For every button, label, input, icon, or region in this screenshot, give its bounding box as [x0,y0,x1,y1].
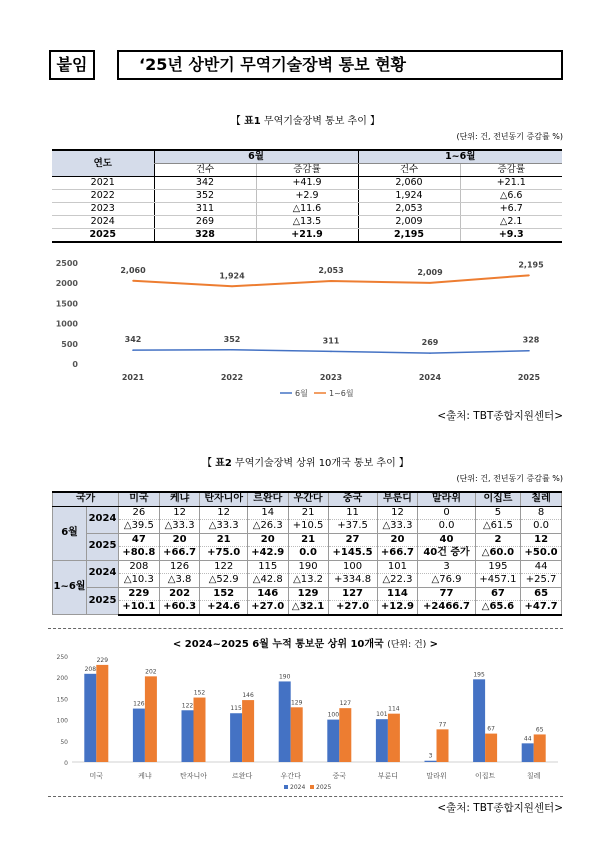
bar-2025 [96,665,108,762]
h1-rate-cell: △6.6 [460,190,562,203]
data-label: 328 [522,335,540,345]
data-label: 152 [193,689,206,697]
rate-cell: △76.9 [418,574,475,588]
table1-caption-open: 【 [230,116,245,127]
bar-2024 [84,674,96,762]
count-cell: 11 [328,506,377,520]
y-tick-label: 1500 [55,299,78,309]
june-count-cell: 328 [154,229,256,243]
count-cell: 3 [418,560,475,574]
y-tick-label: 0 [72,360,78,369]
h1-count-cell: 2,053 [358,203,460,216]
data-point [528,275,530,277]
table2-caption-label: 표2 [215,458,232,469]
year-cell: 2025 [52,229,154,243]
table-row [52,216,562,229]
count-cell: 21 [288,506,328,520]
table1-unit: (단위: 건, 전년동기 증감률 %) [456,132,563,141]
year-label: 2025 [87,587,119,615]
bar-2025 [242,700,254,762]
count-cell: 12 [521,533,562,547]
bar-2024 [327,720,339,762]
rate-cell: 0.0 [418,520,475,534]
june-count-cell: 342 [154,177,256,190]
count-cell: 40 [418,533,475,547]
june-group-label: 6월 [53,506,87,560]
data-label: 2,009 [417,267,443,277]
col-year-header: 연도 [52,150,154,177]
data-label: 122 [181,702,194,710]
data-point [429,352,431,354]
data-label: 129 [290,699,303,707]
rate-cell: +47.7 [521,601,562,615]
rate-cell: +12.9 [377,601,418,615]
h1-group-header: 1~6월 [358,150,562,164]
rate-cell: +66.7 [377,547,418,561]
country-header: 미국 [119,492,160,506]
count-cell: 21 [200,533,247,547]
data-label: 67 [487,725,495,733]
rate-cell: △52.9 [200,574,247,588]
count-cell: 202 [159,587,200,601]
rate-cell: △39.5 [119,520,160,534]
table2-caption-open: 【 [202,458,216,469]
table-header-row [53,492,562,506]
data-label: 65 [535,726,544,734]
chart2-title-unit: (단위: 건) [387,640,427,650]
data-label: 2,195 [518,260,544,270]
june-rate-cell: +2.9 [256,190,358,203]
h1-rate-cell: +21.1 [460,177,562,190]
table2-unit: (단위: 건, 전년동기 증감률 %) [456,474,563,483]
chart2-source: <출처: TBT종합지원센터> [437,802,563,814]
count-cell: 77 [418,587,475,601]
count-cell: 0 [418,506,475,520]
data-point [231,349,233,351]
year-label: 2024 [87,506,119,533]
june-rate-cell: +41.9 [256,177,358,190]
count-cell: 67 [475,587,520,601]
data-label: 352 [223,334,241,344]
bar-2024 [279,681,291,762]
rate-cell: +50.0 [521,547,562,561]
year-cell: 2024 [52,216,154,229]
year-cell: 2021 [52,177,154,190]
table2-caption [0,454,611,469]
rate-cell: △60.0 [475,547,520,561]
data-label: 2,060 [120,265,146,275]
count-cell: 229 [119,587,160,601]
count-cell: 20 [159,533,200,547]
count-cell: 152 [200,587,247,601]
h1-group-label: 1~6월 [53,560,87,615]
data-label: 44 [523,735,532,743]
rate-cell: +10.5 [288,520,328,534]
h1-count-cell: 2,195 [358,229,460,243]
country-header: 칠레 [521,492,562,506]
legend-2025-swatch [310,785,314,789]
table-row [53,547,562,561]
count-cell: 5 [475,506,520,520]
count-cell: 12 [159,506,200,520]
rate-cell: +60.3 [159,601,200,615]
rate-cell: +457.1 [475,574,520,588]
rate-cell: △61.5 [475,520,520,534]
data-label: 202 [145,668,157,676]
rate-cell: +145.5 [328,547,377,561]
year-cell: 2022 [52,190,154,203]
rate-cell: △13.2 [288,574,328,588]
count-cell: 21 [288,533,328,547]
y-tick-label: 250 [56,654,68,661]
rate-cell: △3.8 [159,574,200,588]
count-cell: 20 [377,533,418,547]
x-tick-label: 2024 [418,373,442,382]
rate-cell: 0.0 [288,547,328,561]
chart2-top-divider [48,628,563,629]
table-row [52,190,562,203]
table-row [53,520,562,534]
count-cell: 127 [328,587,377,601]
bar-2025 [388,714,400,762]
y-tick-label: 0 [64,760,68,767]
count-cell: 8 [521,506,562,520]
count-cell: 126 [159,560,200,574]
x-tick-label: 2023 [319,373,343,382]
bar-2024 [133,709,145,762]
y-tick-label: 50 [60,738,68,746]
count-cell: 2 [475,533,520,547]
h1-rate-cell: +9.3 [460,229,562,243]
x-tick-label: 2021 [121,373,145,382]
bar-2024 [425,761,437,762]
h1-count-cell: 2,060 [358,177,460,190]
table-row [53,587,562,601]
x-tick-label: 중국 [332,772,347,780]
june-rate-header: 증감률 [256,164,358,177]
rate-cell: △33.3 [377,520,418,534]
count-cell: 208 [119,560,160,574]
h1-count-header: 건수 [358,164,460,177]
rate-cell: △65.6 [475,601,520,615]
rate-cell: 0.0 [521,520,562,534]
rate-cell: 40건 증가 [418,547,475,561]
count-cell: 195 [475,560,520,574]
data-point [429,282,431,284]
data-label: 114 [388,705,400,713]
table-row [52,229,562,243]
bar-2024 [376,719,388,762]
data-label: 195 [473,671,485,679]
country-header: 중국 [328,492,377,506]
bar-2025 [291,707,303,762]
bar-2025 [485,734,497,762]
country-header: 르완다 [247,492,288,506]
june-rate-cell: △13.5 [256,216,358,229]
june-count-header: 건수 [154,164,256,177]
top10-country-table [52,491,562,616]
count-cell: 27 [328,533,377,547]
data-label: 126 [133,700,145,708]
data-point [132,280,134,282]
count-cell: 65 [521,587,562,601]
data-point [528,350,530,352]
table-row [53,601,562,615]
y-tick-label: 1000 [55,319,78,329]
country-header: 부룬디 [377,492,418,506]
bar-2024 [473,679,485,762]
rate-cell: +27.0 [247,601,288,615]
data-point [132,349,134,351]
data-label: 146 [242,692,254,700]
data-label: 229 [96,656,109,664]
legend-2024-label: 2024 [290,784,306,791]
rate-cell: +75.0 [200,547,247,561]
x-tick-label: 2025 [517,373,541,382]
table-row [52,203,562,216]
table-row [53,506,562,520]
x-tick-label: 탄자니아 [179,772,208,780]
x-tick-label: 우간다 [280,772,301,780]
y-tick-label: 100 [56,717,68,725]
bar-2025 [194,698,206,762]
year-label: 2025 [87,533,119,560]
data-label: 77 [438,721,447,729]
data-label: 115 [230,705,242,713]
table-row [53,560,562,574]
june-group-header: 6월 [154,150,358,164]
bar-2025 [534,734,546,762]
chart1-source: <출처: TBT종합지원센터> [437,410,563,422]
rate-cell: △26.3 [247,520,288,534]
data-label: 342 [124,335,142,345]
country-header: 우간다 [288,492,328,506]
data-label: 2,053 [318,266,344,276]
count-cell: 12 [377,506,418,520]
chart2-title-close: > [426,639,439,650]
data-label: 190 [278,673,291,681]
legend-h1-label: 1~6월 [329,389,354,398]
country-header: 탄자니아 [200,492,247,506]
year-label: 2024 [87,560,119,587]
count-cell: 114 [377,587,418,601]
rate-cell: +66.7 [159,547,200,561]
count-cell: 100 [328,560,377,574]
x-tick-label: 칠레 [526,772,541,780]
table2-caption-text: 무역기술장벽 상위 10개국 통보 추이 】 [231,458,409,469]
count-cell: 26 [119,506,160,520]
rate-cell: +80.8 [119,547,160,561]
bar-2025 [145,676,157,762]
rate-cell: +334.8 [328,574,377,588]
count-cell: 101 [377,560,418,574]
country-header: 이집트 [475,492,520,506]
legend-june-label: 6월 [295,389,308,398]
count-cell: 115 [247,560,288,574]
data-label: 1,924 [219,271,245,281]
count-cell: 129 [288,587,328,601]
june-rate-cell: △11.6 [256,203,358,216]
count-cell: 14 [247,506,288,520]
count-cell: 12 [200,506,247,520]
rate-cell: △42.8 [247,574,288,588]
h1-rate-cell: △2.1 [460,216,562,229]
bar-2025 [437,729,449,762]
rate-cell: +10.1 [119,601,160,615]
country-header: 말라위 [418,492,475,506]
data-label: 101 [376,711,388,719]
data-label: 100 [327,711,340,719]
data-label: 311 [322,336,340,346]
legend-2025-label: 2025 [316,784,332,791]
data-point [330,280,332,282]
count-cell: 190 [288,560,328,574]
rate-cell: △32.1 [288,601,328,615]
x-tick-label: 미국 [89,772,104,780]
h1-rate-cell: +6.7 [460,203,562,216]
data-label: 208 [84,665,97,673]
data-label: 269 [421,338,439,348]
data-label: 3 [428,752,433,760]
june-count-cell: 311 [154,203,256,216]
x-tick-label: 이집트 [474,772,496,780]
count-cell: 44 [521,560,562,574]
june-count-cell: 352 [154,190,256,203]
rate-cell: +2466.7 [418,601,475,615]
h1-rate-header: 증감률 [460,164,562,177]
x-tick-label: 부룬디 [377,772,399,780]
y-tick-label: 500 [61,339,78,349]
x-tick-label: 2022 [220,373,244,382]
june-count-cell: 269 [154,216,256,229]
country-header: 케냐 [159,492,200,506]
rate-cell: +37.5 [328,520,377,534]
count-cell: 20 [247,533,288,547]
y-tick-label: 2000 [55,279,78,289]
page-title: ‘25년 상반기 무역기술장벽 통보 현황 [117,50,563,80]
y-tick-label: 150 [56,696,68,704]
rate-cell: △22.3 [377,574,418,588]
legend-2024-swatch [284,785,288,789]
data-point [231,285,233,287]
rate-cell: +24.6 [200,601,247,615]
h1-count-cell: 1,924 [358,190,460,203]
attachment-label: 붙임 [49,50,95,80]
rate-cell: △33.3 [159,520,200,534]
rate-cell: △10.3 [119,574,160,588]
table-row [52,177,562,190]
country-col-header: 국가 [53,492,119,506]
y-tick-label: 200 [56,675,68,683]
table-row [53,574,562,588]
x-tick-label: 케냐 [138,772,152,780]
notification-trend-line-chart [48,255,568,405]
year-cell: 2023 [52,203,154,216]
table1-caption [0,112,611,127]
rate-cell: +42.9 [247,547,288,561]
count-cell: 122 [200,560,247,574]
bar-2024 [182,710,194,762]
data-label: 127 [339,700,352,708]
notification-trend-table [52,149,562,243]
rate-cell: +25.7 [521,574,562,588]
june-rate-cell: +21.9 [256,229,358,243]
x-tick-label: 르완다 [231,772,253,780]
rate-cell: +27.0 [328,601,377,615]
x-tick-label: 말라위 [426,772,447,780]
h1-count-cell: 2,009 [358,216,460,229]
table1-caption-label: 표1 [244,116,261,127]
chart2-title-text: < 2024~2025 6월 누적 통보문 상위 10개국 [172,639,388,650]
table-row [53,533,562,547]
data-point [330,351,332,353]
y-tick-label: 2500 [55,259,78,268]
bar-2024 [522,743,534,762]
count-cell: 47 [119,533,160,547]
bar-2024 [230,713,242,762]
table1-caption-text: 무역기술장벽 통보 추이 】 [260,116,381,127]
count-cell: 146 [247,587,288,601]
top10-bar-chart [48,648,568,796]
bar-2025 [339,708,351,762]
chart2-bottom-divider [48,796,563,797]
rate-cell: △33.3 [200,520,247,534]
